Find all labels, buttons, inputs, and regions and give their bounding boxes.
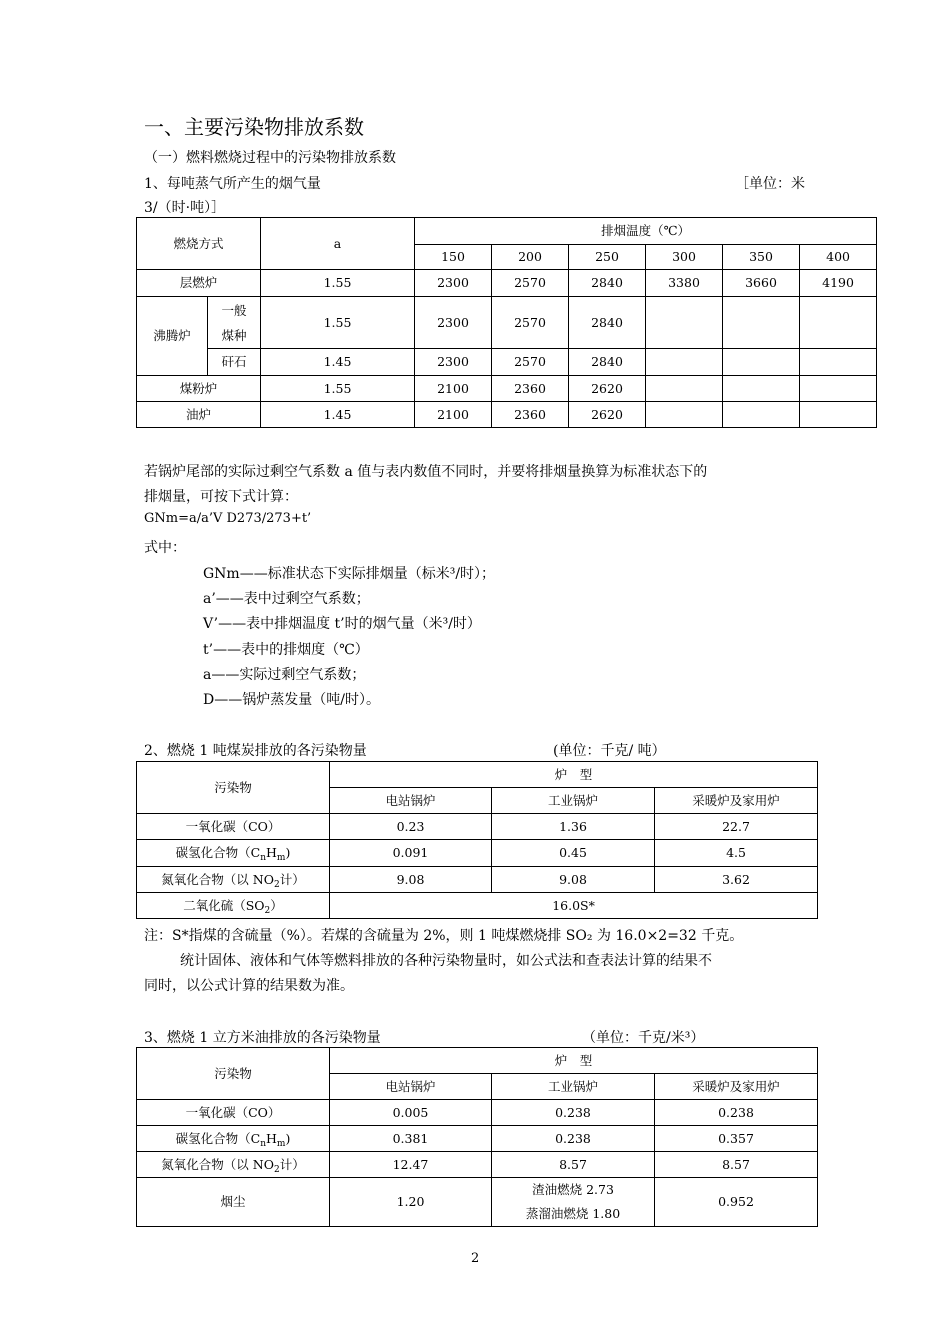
- cell: 2100: [415, 402, 492, 428]
- cell: [800, 376, 877, 402]
- note-line: 统计固体、液体和气体等燃料排放的各种污染物量时，如公式法和查表法计算的结果不: [180, 953, 712, 969]
- cell: [646, 402, 723, 428]
- temp-col: 350: [723, 245, 800, 270]
- row-label: 一氧化碳（CO）: [137, 814, 330, 840]
- cell: 12.47: [330, 1152, 492, 1178]
- cell-line: 蒸溜油燃烧 1.80: [525, 1206, 621, 1221]
- cell: 1.36: [492, 814, 655, 840]
- cell: 9.08: [330, 867, 492, 893]
- table-row: [137, 349, 877, 376]
- definition-item: V’——表中排烟温度 t’时的烟气量（米³/时）: [203, 616, 481, 632]
- header-pollutant: 污染物: [137, 762, 330, 814]
- temp-col: 400: [800, 245, 877, 270]
- cell: 4190: [800, 270, 877, 297]
- cell: [800, 402, 877, 428]
- label-text: 氮氧化合物（以 NO: [161, 871, 274, 887]
- table-row: [137, 840, 818, 867]
- cell: 2570: [492, 297, 569, 349]
- table-row: [137, 1152, 818, 1178]
- temp-col: 200: [492, 245, 569, 270]
- row-label: 油炉: [137, 402, 261, 428]
- temp-col: 150: [415, 245, 492, 270]
- cell: 0.45: [492, 840, 655, 867]
- cell: 0.23: [330, 814, 492, 840]
- definition-item: D——锅炉蒸发量（吨/时）。: [203, 692, 380, 708]
- cell: 0.238: [492, 1100, 655, 1126]
- cell: 1.55: [261, 297, 415, 349]
- note-line: 注：S*指煤的含硫量（%）。若煤的含硫量为 2%，则 1 吨煤燃烧排 SO₂ 为 16.0×2=32 千克。: [144, 928, 744, 944]
- cell: 1.55: [261, 270, 415, 297]
- cell: 2840: [569, 297, 646, 349]
- row-label: 碳氢化合物$(C_nH_m)$: [137, 840, 330, 867]
- section1-unit: ［单位：米: [735, 176, 805, 192]
- cell: 1.45: [261, 402, 415, 428]
- col-heating-furnace: 采暖炉及家用炉: [655, 788, 818, 814]
- header-furnace-type: 炉 型: [330, 762, 818, 788]
- row-label: 一般煤种: [208, 297, 261, 349]
- cell: 2300: [415, 270, 492, 297]
- section3-unit: （单位：千克/米³）: [582, 1030, 705, 1046]
- cell: 0.952: [655, 1178, 818, 1227]
- label-text: 二氧化硫（SO: [183, 897, 265, 913]
- header-furnace-type: 炉 型: [330, 1048, 818, 1074]
- cell: 2360: [492, 402, 569, 428]
- cell: 2620: [569, 376, 646, 402]
- definition-item: a——实际过剩空气系数；: [203, 667, 366, 683]
- section1-title: 1、每吨蒸气所产生的烟气量: [144, 176, 321, 192]
- paragraph-line: 若锅炉尾部的实际过剩空气系数 a 值与表内数值不同时，并要将排烟量换算为标准状态下的: [144, 464, 708, 480]
- col-industrial-boiler: 工业锅炉: [492, 788, 655, 814]
- subheading: （一）燃料燃烧过程中的污染物排放系数: [144, 150, 396, 166]
- row-label: 矸石: [208, 349, 261, 376]
- cell: 0.357: [655, 1126, 818, 1152]
- cell: 0.005: [330, 1100, 492, 1126]
- cell: 1.45: [261, 349, 415, 376]
- cell: [646, 349, 723, 376]
- table-row: [137, 270, 877, 297]
- table-row: [137, 814, 818, 840]
- cell: 8.57: [655, 1152, 818, 1178]
- cell: 2300: [415, 349, 492, 376]
- definition-item: GNm——标准状态下实际排烟量（标米³/时）；: [203, 566, 496, 582]
- definition-item: a’——表中过剩空气系数；: [203, 591, 370, 607]
- label-text: 碳氢化合物（C: [175, 1130, 261, 1146]
- label-text: 氮氧化合物（以 NO: [161, 1156, 274, 1172]
- temp-col: 300: [646, 245, 723, 270]
- section2-title: 2、燃烧 1 吨煤炭排放的各污染物量: [144, 743, 367, 759]
- cell: [646, 376, 723, 402]
- row-label: 一氧化碳（CO）: [137, 1100, 330, 1126]
- cell: 0.091: [330, 840, 492, 867]
- cell: [800, 349, 877, 376]
- row-label: 层燃炉: [137, 270, 261, 297]
- col-industrial-boiler: 工业锅炉: [492, 1074, 655, 1100]
- cell: 0.381: [330, 1126, 492, 1152]
- cell: 2840: [569, 270, 646, 297]
- table-row: [137, 1126, 818, 1152]
- table-row: [137, 402, 877, 428]
- flue-gas-table: [136, 217, 877, 428]
- cell: 2570: [492, 349, 569, 376]
- section3-title: 3、燃烧 1 立方米油排放的各污染物量: [144, 1030, 381, 1046]
- paragraph-line: 排烟量，可按下式计算：: [144, 489, 298, 505]
- table-row: [137, 893, 818, 919]
- table-row: [137, 376, 877, 402]
- cell: 0.238: [492, 1126, 655, 1152]
- section1-unit-cont: 3/（时·吨）］: [144, 200, 226, 216]
- cell: 9.08: [492, 867, 655, 893]
- cell: 8.57: [492, 1152, 655, 1178]
- table-row: [137, 1100, 818, 1126]
- cell: 22.7: [655, 814, 818, 840]
- row-label: 烟尘: [137, 1178, 330, 1227]
- cell: [723, 297, 800, 349]
- cell: 2300: [415, 297, 492, 349]
- table-row: [137, 867, 818, 893]
- cell: 2360: [492, 376, 569, 402]
- cell: 2100: [415, 376, 492, 402]
- cell: [800, 297, 877, 349]
- row-label: 二氧化硫$(SO_2)$: [137, 893, 330, 919]
- cell: 0.238: [655, 1100, 818, 1126]
- col-heating-furnace: 采暖炉及家用炉: [655, 1074, 818, 1100]
- cell: [723, 349, 800, 376]
- cell: 4.5: [655, 840, 818, 867]
- cell: 3.62: [655, 867, 818, 893]
- cell: [646, 297, 723, 349]
- table-row: [137, 297, 877, 349]
- cell: 1.55: [261, 376, 415, 402]
- page-number: 2: [471, 1251, 480, 1266]
- table-row: [137, 1178, 818, 1227]
- cell: 2840: [569, 349, 646, 376]
- section2-unit: (单位：千克/ 吨）: [553, 743, 666, 759]
- cell: [492, 1178, 655, 1227]
- where-label: 式中：: [144, 540, 186, 556]
- row-label: 氮氧化合物（以 $NO_2$计）: [137, 1152, 330, 1178]
- header-burn-method: 燃烧方式: [137, 218, 261, 270]
- cell: 1.20: [330, 1178, 492, 1227]
- col-power-boiler: 电站锅炉: [330, 788, 492, 814]
- cell: 16.0S*: [330, 893, 818, 919]
- row-label: 煤粉炉: [137, 376, 261, 402]
- label-text: ）: [270, 897, 283, 913]
- cell: 3660: [723, 270, 800, 297]
- cell-line: 渣油燃烧 2.73: [532, 1182, 614, 1197]
- row-group-label: 沸腾炉: [137, 297, 208, 376]
- header-a: a: [261, 218, 415, 270]
- label-text: 碳氢化合物（C: [175, 845, 261, 860]
- temp-col: 250: [569, 245, 646, 270]
- cell: 2620: [569, 402, 646, 428]
- note-line: 同时，以公式计算的结果数为准。: [144, 978, 354, 994]
- label-text: 计）: [279, 871, 305, 887]
- definition-item: t’——表中的排烟度（℃）: [203, 642, 369, 658]
- row-label: 碳氢化合物$(C_nH_m)$: [137, 1126, 330, 1152]
- label-text: 计）: [279, 1156, 305, 1172]
- coal-emission-table: [136, 761, 818, 919]
- cell: [723, 402, 800, 428]
- cell: 3380: [646, 270, 723, 297]
- header-pollutant: 污染物: [137, 1048, 330, 1100]
- formula: GNm=a/a’V D273/273+t’: [144, 511, 312, 526]
- col-power-boiler: 电站锅炉: [330, 1074, 492, 1100]
- row-label: 氮氧化合物（以 $NO_2$计）: [137, 867, 330, 893]
- main-heading: 一、主要污染物排放系数: [144, 115, 364, 139]
- oil-emission-table: [136, 1047, 818, 1227]
- cell: 2570: [492, 270, 569, 297]
- header-exhaust-temp: 排烟温度（℃）: [415, 218, 877, 245]
- cell: [723, 376, 800, 402]
